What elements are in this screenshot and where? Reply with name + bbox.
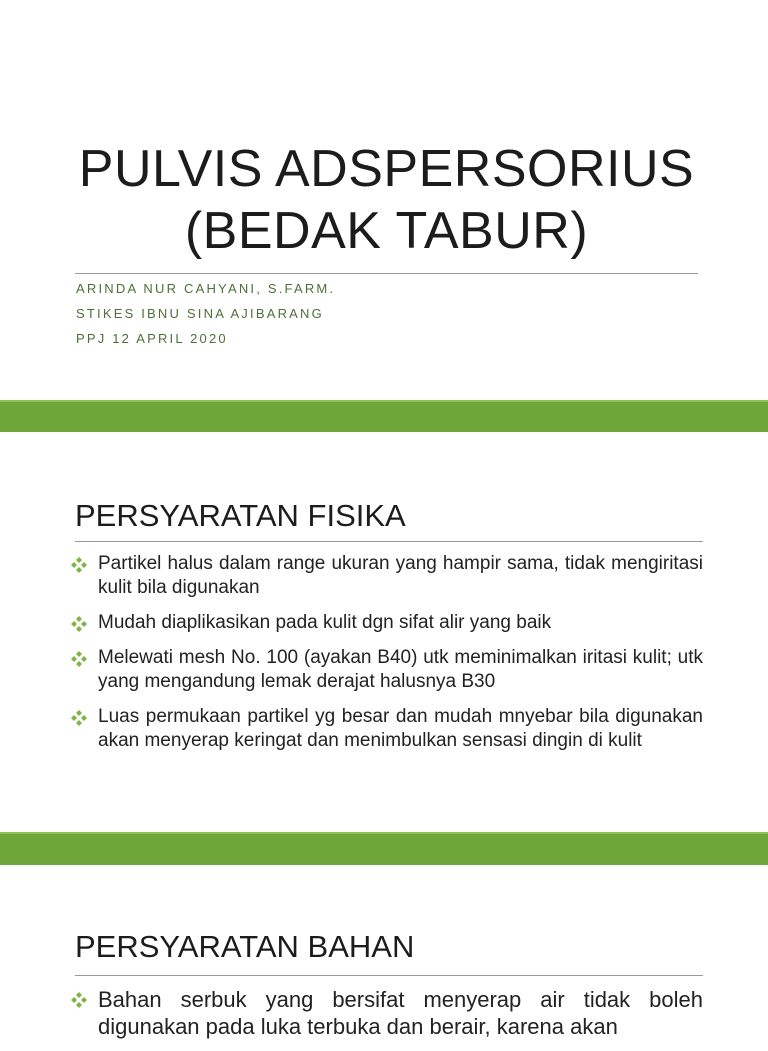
- list-item: [70, 705, 703, 753]
- four-diamond-bullet-icon: [70, 991, 88, 1009]
- author-name: ARINDA NUR CAHYANI, S.FARM.: [76, 281, 336, 296]
- presentation-title: [40, 138, 733, 262]
- bullet-text: Mudah diaplikasikan pada kulit dgn sifat alir yang baik: [98, 612, 552, 633]
- list-item: [70, 611, 703, 635]
- four-diamond-bullet-icon: [70, 650, 88, 668]
- bullet-list-fisika: [70, 552, 703, 764]
- section-title-fisika: PERSYARATAN FISIKA: [75, 498, 406, 533]
- title-line-1: PULVIS ADSPERSORIUS: [78, 140, 695, 198]
- content-slide-fisika: [0, 432, 768, 832]
- section-divider: [75, 975, 703, 976]
- list-item: [70, 646, 703, 694]
- section-title-bahan: PERSYARATAN BAHAN: [75, 929, 415, 964]
- content-slide-bahan: [0, 865, 768, 1039]
- list-item: [70, 986, 703, 1040]
- title-line-2: (BEDAK TABUR): [184, 202, 589, 260]
- slide-separator-band: [0, 400, 768, 432]
- bullet-text: Melewati mesh No. 100 (ayakan B40) utk meminimalkan iritasi kulit; utk yang mengandung lemak derajat halusnya B30: [98, 647, 703, 692]
- institution-name: STIKES IBNU SINA AJIBARANG: [76, 306, 324, 321]
- title-slide: [0, 0, 768, 400]
- slide-separator-highlight: [0, 832, 768, 834]
- four-diamond-bullet-icon: [70, 556, 88, 574]
- four-diamond-bullet-icon: [70, 615, 88, 633]
- presentation-date: PPJ 12 APRIL 2020: [76, 331, 228, 346]
- bullet-text: Bahan serbuk yang bersifat menyerap air tidak boleh digunakan pada luka terbuka dan berair, karena akan: [98, 987, 703, 1039]
- four-diamond-bullet-icon: [70, 709, 88, 727]
- title-divider: [75, 273, 698, 274]
- slide-separator-band: [0, 832, 768, 865]
- bullet-text: Luas permukaan partikel yg besar dan mudah mnyebar bila digunakan akan menyerap keringat dan menimbulkan sensasi dingin di kulit: [98, 706, 703, 751]
- bullet-text: Partikel halus dalam range ukuran yang hampir sama, tidak mengiritasi kulit bila digunakan: [98, 553, 703, 598]
- slide-separator-highlight: [0, 400, 768, 402]
- bullet-list-bahan: [70, 986, 703, 1051]
- section-divider: [75, 541, 703, 542]
- list-item: [70, 552, 703, 600]
